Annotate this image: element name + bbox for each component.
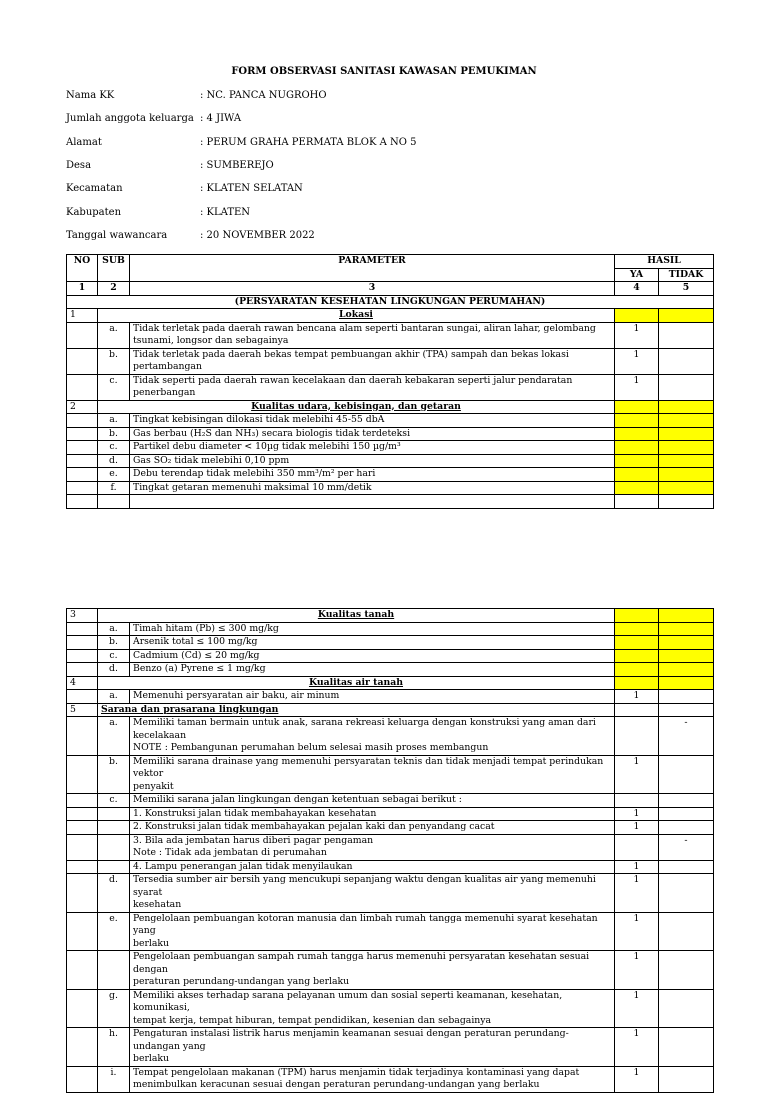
result-tidak xyxy=(659,1066,714,1092)
text-line: Pengaturan instalasi listrik harus menjamin keamanan sesuai dengan peraturan perundang-undangan yang xyxy=(133,1028,569,1052)
result-ya: 1 xyxy=(615,989,659,1028)
text-line: kecelakaan xyxy=(133,729,187,741)
empty-cell xyxy=(67,495,98,509)
parameter-text: Partikel debu diameter < 10µg tidak melebihi 150 µg/m³ xyxy=(130,441,615,455)
parameter-text: Memiliki sarana jalan lingkungan dengan ketentuan sebagai berikut : xyxy=(130,794,615,808)
parameter-text xyxy=(130,755,615,794)
column-number: 1 xyxy=(67,282,98,296)
header-parameter: PARAMETER xyxy=(130,255,615,282)
result-tidak xyxy=(659,663,714,677)
result-ya: 1 xyxy=(615,860,659,874)
group-no: 3 xyxy=(67,609,98,623)
result-ya xyxy=(615,441,659,455)
text-line: kesehatan xyxy=(133,899,182,910)
sub-label: d. xyxy=(98,454,130,468)
sub-label: b. xyxy=(98,755,130,794)
result-ya: 1 xyxy=(615,807,659,821)
sub-label: e. xyxy=(98,468,130,482)
section-title: (PERSYARATAN KESEHATAN LINGKUNGAN PERUMAHAN) xyxy=(67,295,714,309)
result-tidak xyxy=(659,454,714,468)
text-line: berlaku xyxy=(133,937,170,949)
result-tidak xyxy=(659,989,714,1028)
result-ya: 1 xyxy=(615,951,659,990)
result-tidak xyxy=(659,690,714,704)
parameter-text xyxy=(130,912,615,951)
sub-label: a. xyxy=(98,717,130,756)
empty-cell xyxy=(98,495,130,509)
result-tidak xyxy=(659,874,714,913)
text-line: menimbulkan keracunan sesuai dengan peraturan perundang-undangan yang berlaku xyxy=(133,1079,540,1090)
result-tidak xyxy=(659,821,714,835)
result-ya xyxy=(615,717,659,756)
sub-label: f. xyxy=(98,481,130,495)
info-label: Kecamatan xyxy=(66,183,123,194)
form-title: FORM OBSERVASI SANITASI KAWASAN PEMUKIMAN xyxy=(231,66,537,77)
header-tidak: TIDAK xyxy=(659,268,714,282)
sub-label: c. xyxy=(98,374,130,400)
result-tidak xyxy=(659,794,714,808)
result-ya: 1 xyxy=(615,322,659,348)
parameter-text: Benzo (a) Pyrene ≤ 1 mg/kg xyxy=(130,663,615,677)
result-tidak xyxy=(659,1028,714,1067)
info-value: : KLATEN xyxy=(200,207,251,218)
result-tidak xyxy=(659,912,714,951)
result-ya: 1 xyxy=(615,912,659,951)
empty-cell xyxy=(130,495,615,509)
parameter-text: Gas SO₂ tidak melebihi 0,10 ppm xyxy=(130,454,615,468)
result-tidak: - xyxy=(659,834,714,860)
result-ya xyxy=(615,636,659,650)
text-line: penyakit xyxy=(133,780,174,792)
text-line: Tempat pengelolaan makanan (TPM) harus menjamin tidak terjadinya kontaminasi yang dapat xyxy=(133,1066,580,1078)
parameter-text: Tidak terletak pada daerah rawan bencana alam seperti bantaran sungai, aliran lahar, gelombang tsunami, longsor dan sebagainya xyxy=(130,322,615,348)
text-line: peraturan perundang-undangan yang berlaku xyxy=(133,976,350,987)
result-ya: 1 xyxy=(615,348,659,374)
sub-label: a. xyxy=(98,414,130,428)
text-line: Pengelolaan pembuangan kotoran manusia dan limbah rumah tangga memenuhi syarat kesehatan yang xyxy=(133,912,598,936)
sub-label: b. xyxy=(98,636,130,650)
info-label: Tanggal wawancara xyxy=(66,230,168,241)
group-title-kualitas-air-tanah: Kualitas air tanah xyxy=(98,676,615,690)
parameter-text: Memenuhi persyaratan air baku, air minum xyxy=(130,690,615,704)
parameter-text: Tingkat kebisingan dilokasi tidak melebihi 45-55 dbA xyxy=(130,414,615,428)
result-cell-highlight xyxy=(615,400,659,414)
group-no: 5 xyxy=(67,703,98,717)
info-value: : NC. PANCA NUGROHO xyxy=(200,90,327,101)
info-label: Alamat xyxy=(66,137,102,148)
parameter-text xyxy=(130,1066,615,1092)
result-tidak xyxy=(659,622,714,636)
result-ya: 1 xyxy=(615,755,659,794)
result-ya xyxy=(615,468,659,482)
result-tidak xyxy=(659,441,714,455)
info-label: Desa xyxy=(66,160,92,171)
sub-label: i. xyxy=(98,1066,130,1092)
parameter-text xyxy=(130,874,615,913)
text-line: Tersedia sumber air bersih yang mencukupi sepanjang waktu dengan kualitas air yang memenuhi syarat xyxy=(133,874,596,898)
column-number: 2 xyxy=(98,282,130,296)
column-number: 5 xyxy=(659,282,714,296)
text-line: tempat kerja, tempat hiburan, tempat pendidikan, kesenian dan sebagainya xyxy=(133,1014,492,1026)
result-ya: 1 xyxy=(615,690,659,704)
result-ya: 1 xyxy=(615,1028,659,1067)
sub-label: g. xyxy=(98,989,130,1028)
sub-label: d. xyxy=(98,663,130,677)
result-ya xyxy=(615,427,659,441)
info-label: Kabupaten xyxy=(66,207,122,218)
group-title-lokasi: Lokasi xyxy=(98,309,615,323)
sub-label: a. xyxy=(98,690,130,704)
result-ya xyxy=(615,834,659,860)
observation-table-2 xyxy=(66,608,714,1093)
result-ya: 1 xyxy=(615,821,659,835)
info-value: : PERUM GRAHA PERMATA BLOK A NO 5 xyxy=(200,137,417,148)
sub-label: b. xyxy=(98,348,130,374)
result-ya: 1 xyxy=(615,374,659,400)
result-cell-highlight xyxy=(659,676,714,690)
parameter-text xyxy=(130,989,615,1028)
text-line: Memiliki sarana drainase yang memenuhi persyaratan teknis dan tidak menjadi tempat perindukan vektor xyxy=(133,755,604,779)
result-cell-highlight xyxy=(615,676,659,690)
result-ya xyxy=(615,622,659,636)
sub-label: h. xyxy=(98,1028,130,1067)
result-tidak xyxy=(659,951,714,990)
result-ya xyxy=(615,454,659,468)
header-sub: SUB xyxy=(98,255,130,282)
result-tidak: - xyxy=(659,717,714,756)
result-ya xyxy=(615,414,659,428)
result-ya xyxy=(615,794,659,808)
info-value: : 20 NOVEMBER 2022 xyxy=(200,230,315,241)
note-line: NOTE : Pembangunan perumahan belum selesai masih proses membangun xyxy=(133,742,489,753)
sub-label: a. xyxy=(98,322,130,348)
parameter-text: Tidak terletak pada daerah bekas tempat pembuangan akhir (TPA) sampah dan bekas lokasi pertambangan xyxy=(130,348,615,374)
result-ya xyxy=(615,481,659,495)
header-ya: YA xyxy=(615,268,659,282)
parameter-text xyxy=(130,717,615,756)
result-cell-highlight xyxy=(615,609,659,623)
parameter-subitem xyxy=(130,834,615,860)
result-ya xyxy=(615,663,659,677)
sub-label: c. xyxy=(98,794,130,808)
text-line: Memiliki taman bermain untuk anak, sarana rekreasi keluarga dengan konstruksi yang aman dari xyxy=(133,717,596,728)
sub-label: a. xyxy=(98,622,130,636)
result-tidak xyxy=(659,755,714,794)
sub-label: d. xyxy=(98,874,130,913)
group-no: 4 xyxy=(67,676,98,690)
result-tidak xyxy=(659,636,714,650)
result-tidak xyxy=(659,427,714,441)
parameter-text: Timah hitam (Pb) ≤ 300 mg/kg xyxy=(130,622,615,636)
result-ya: 1 xyxy=(615,1066,659,1092)
result-cell-highlight xyxy=(659,309,714,323)
column-number: 4 xyxy=(615,282,659,296)
result-cell-highlight xyxy=(659,400,714,414)
group-no: 2 xyxy=(67,400,98,414)
sub-label: b. xyxy=(98,427,130,441)
parameter-text: Debu terendap tidak melebihi 350 mm³/m² per hari xyxy=(130,468,615,482)
empty-cell xyxy=(615,495,659,509)
result-tidak xyxy=(659,649,714,663)
column-number: 3 xyxy=(130,282,615,296)
text-line: 3. Bila ada jembatan harus diberi pagar pengaman xyxy=(133,834,374,846)
result-tidak xyxy=(659,348,714,374)
parameter-subitem: 2. Konstruksi jalan tidak membahayakan pejalan kaki dan penyandang cacat xyxy=(130,821,615,835)
text-line: berlaku xyxy=(133,1053,170,1064)
parameter-subitem: 1. Konstruksi jalan tidak membahayakan kesehatan xyxy=(130,807,615,821)
info-label: Jumlah anggota keluarga xyxy=(66,113,194,124)
info-value: : KLATEN SELATAN xyxy=(200,183,303,194)
result-tidak xyxy=(659,468,714,482)
observation-table-1 xyxy=(66,254,714,509)
info-value: : SUMBEREJO xyxy=(200,160,274,171)
empty-cell xyxy=(659,495,714,509)
result-ya: 1 xyxy=(615,874,659,913)
sub-label: e. xyxy=(98,912,130,951)
result-tidak xyxy=(659,481,714,495)
text-line: Memiliki akses terhadap sarana pelayanan umum dan sosial seperti keamanan, kesehatan, komunikasi, xyxy=(133,989,563,1013)
group-title-kualitas-udara: Kualitas udara, kebisingan, dan getaran xyxy=(98,400,615,414)
result-cell-highlight xyxy=(615,309,659,323)
result-tidak xyxy=(659,807,714,821)
parameter-text: Arsenik total ≤ 100 mg/kg xyxy=(130,636,615,650)
group-no: 1 xyxy=(67,309,98,323)
parameter-text: Tingkat getaran memenuhi maksimal 10 mm/detik xyxy=(130,481,615,495)
parameter-text: Tidak seperti pada daerah rawan kecelakaan dan daerah kebakaran seperti jalur pendaratan penerbangan xyxy=(130,374,615,400)
result-tidak xyxy=(659,374,714,400)
result-tidak xyxy=(659,414,714,428)
parameter-text xyxy=(130,1028,615,1067)
info-value: : 4 JIWA xyxy=(200,113,242,124)
result-tidak xyxy=(659,860,714,874)
parameter-text: Gas berbau (H₂S dan NH₃) secara biologis tidak terdeteksi xyxy=(130,427,615,441)
parameter-subitem: 4. Lampu penerangan jalan tidak menyilaukan xyxy=(130,860,615,874)
parameter-text: Cadmium (Cd) ≤ 20 mg/kg xyxy=(130,649,615,663)
parameter-text xyxy=(130,951,615,990)
header-hasil: HASIL xyxy=(615,255,714,269)
info-label: Nama KK xyxy=(66,90,115,101)
group-title-kualitas-tanah: Kualitas tanah xyxy=(98,609,615,623)
sub-label: c. xyxy=(98,649,130,663)
sub-label: c. xyxy=(98,441,130,455)
result-cell-highlight xyxy=(659,609,714,623)
note-line: Note : Tidak ada jembatan di perumahan xyxy=(133,847,327,858)
group-title-sarana-prasarana: Sarana dan prasarana lingkungan xyxy=(98,703,615,717)
header-no: NO xyxy=(67,255,98,282)
text-line: Pengelolaan pembuangan sampah rumah tangga harus memenuhi persyaratan kesehatan sesuai dengan xyxy=(133,951,590,975)
result-tidak xyxy=(659,322,714,348)
result-ya xyxy=(615,649,659,663)
